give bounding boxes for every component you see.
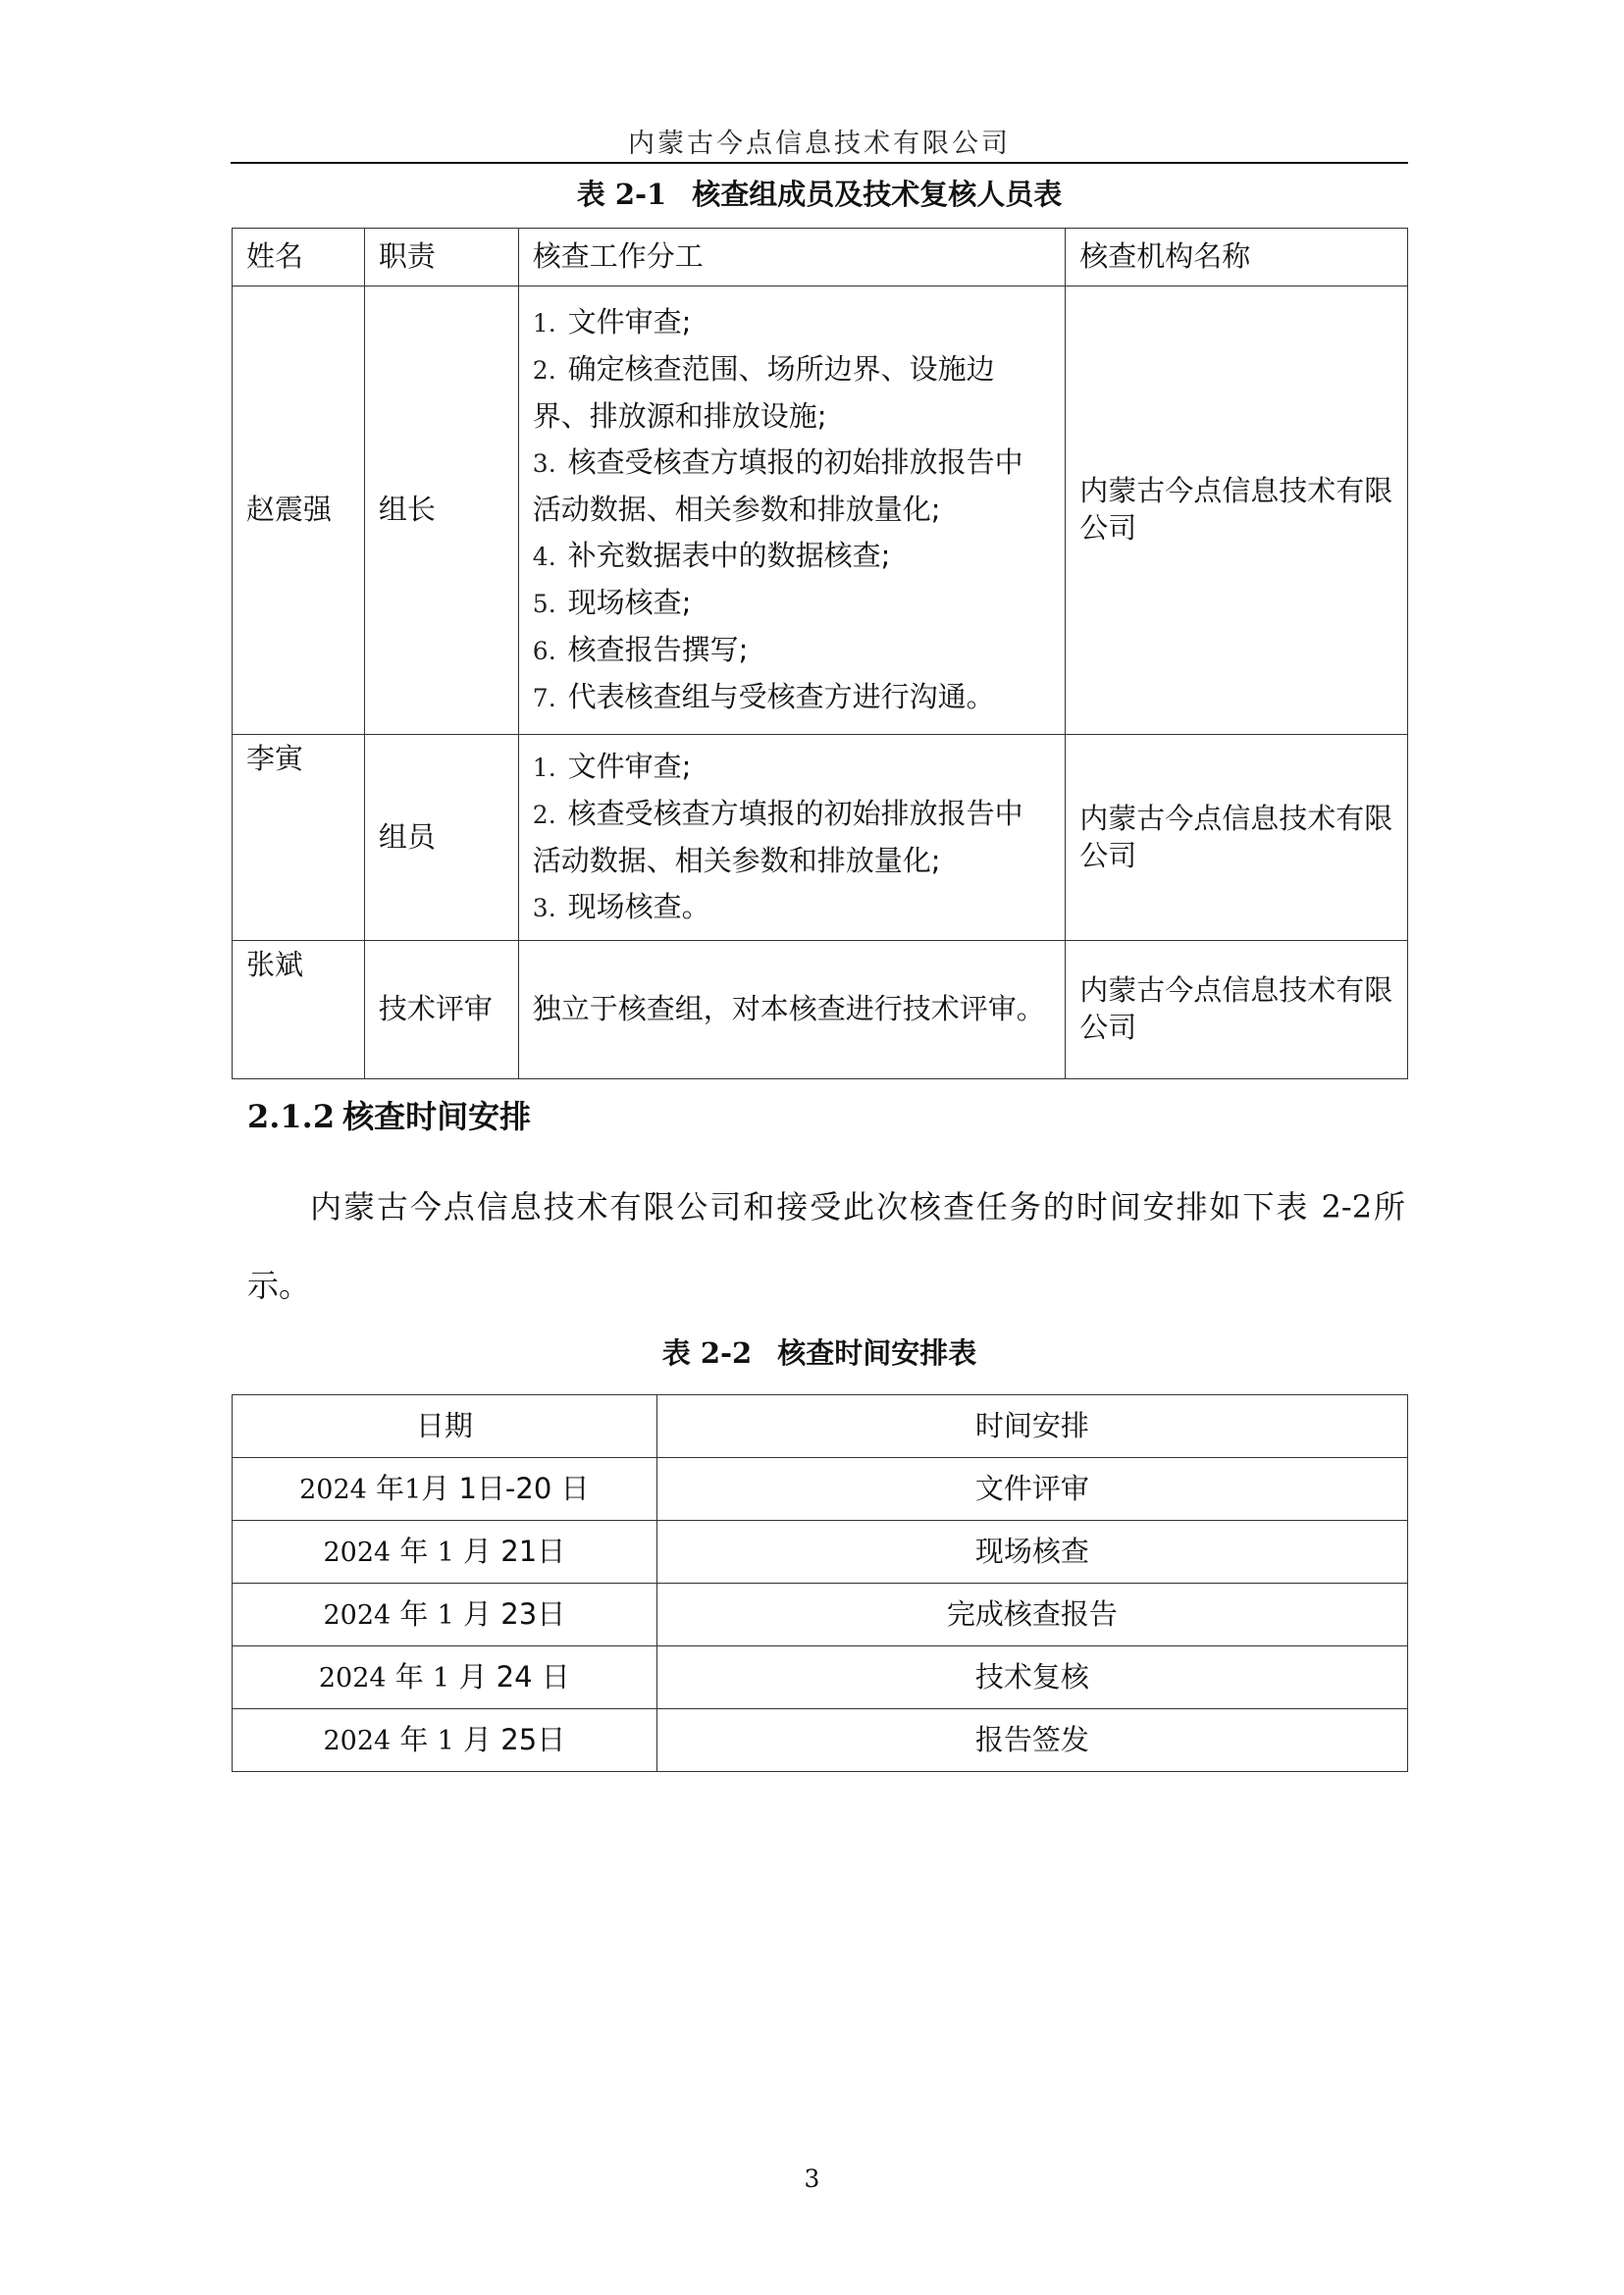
table2-caption-number: 表 2-2 <box>661 1336 753 1370</box>
team-table <box>232 228 1408 1079</box>
table-header-row <box>233 1395 1408 1458</box>
task-item: 2. 确定核查范围、场所边界、设施边界、排放源和排放设施; <box>532 352 995 433</box>
page-header: 内蒙古今点信息技术有限公司 <box>628 129 1011 159</box>
table1-caption-number: 表 2-1 <box>576 178 667 211</box>
task-item: 7. 代表核查组与受核查方进行沟通。 <box>532 680 995 713</box>
task-item: 1. 文件审查; <box>532 305 692 339</box>
schedule-date: 2024 年1月 1日-20 日 <box>233 1458 657 1521</box>
schedule-task: 现场核查 <box>656 1521 1407 1584</box>
table-reference: 2-2 <box>1321 1188 1373 1226</box>
header-cell: 姓名 <box>233 229 365 287</box>
table-header-row <box>233 229 1408 287</box>
section-heading <box>247 1092 531 1137</box>
section-title: 核查时间安排 <box>342 1098 532 1135</box>
task-item: 3. 现场核查。 <box>532 890 710 923</box>
table-row <box>233 1709 1408 1772</box>
table-row <box>233 941 1408 1079</box>
member-org: 内蒙古今点信息技术有限公司 <box>1066 287 1408 735</box>
header-rule <box>231 162 1408 164</box>
schedule-table <box>232 1394 1408 1772</box>
table-row <box>233 1584 1408 1646</box>
member-tasks: 独立于核查组，对本核查进行技术评审。 <box>518 941 1065 1079</box>
schedule-task: 技术复核 <box>656 1646 1407 1709</box>
member-name: 赵震强 <box>233 287 365 735</box>
schedule-task: 文件评审 <box>656 1458 1407 1521</box>
header-cell: 时间安排 <box>656 1395 1407 1458</box>
table-row <box>233 735 1408 941</box>
task-item: 1. 文件审查; <box>532 750 692 783</box>
header-cell: 日期 <box>233 1395 657 1458</box>
member-name: 李寅 <box>233 735 365 941</box>
table2-caption-title: 核查时间安排表 <box>777 1336 977 1370</box>
member-role: 组长 <box>364 287 518 735</box>
schedule-date: 2024 年 1 月 23日 <box>233 1584 657 1646</box>
schedule-date: 2024 年 1 月 25日 <box>233 1709 657 1772</box>
member-org: 内蒙古今点信息技术有限公司 <box>1066 735 1408 941</box>
table2-caption <box>231 1331 1408 1372</box>
table-row <box>233 287 1408 735</box>
header-cell: 职责 <box>364 229 518 287</box>
table1-caption <box>231 173 1408 213</box>
member-tasks <box>518 287 1065 735</box>
page-number: 3 <box>804 2165 820 2193</box>
schedule-task: 报告签发 <box>656 1709 1407 1772</box>
header-cell: 核查工作分工 <box>518 229 1065 287</box>
member-org: 内蒙古今点信息技术有限公司 <box>1066 941 1408 1079</box>
member-role: 组员 <box>364 735 518 941</box>
member-tasks <box>518 735 1065 941</box>
section-number: 2.1.2 <box>247 1098 336 1135</box>
header-cell: 核查机构名称 <box>1066 229 1408 287</box>
schedule-date: 2024 年 1 月 24 日 <box>233 1646 657 1709</box>
table-row <box>233 1646 1408 1709</box>
body-paragraph: 内蒙古今点信息技术有限公司和接受此次核查任务的时间安排如下表 2-2所示。 <box>247 1188 1405 1304</box>
table-row <box>233 1458 1408 1521</box>
schedule-date: 2024 年 1 月 21日 <box>233 1521 657 1584</box>
table1-caption-title: 核查组成员及技术复核人员表 <box>692 178 1063 211</box>
schedule-task: 完成核查报告 <box>656 1584 1407 1646</box>
task-item: 2. 核查受核查方填报的初始排放报告中活动数据、相关参数和排放量化; <box>532 797 1023 877</box>
task-item: 4. 补充数据表中的数据核查; <box>532 539 891 572</box>
member-name: 张斌 <box>233 941 365 1079</box>
task-item: 3. 核查受核查方填报的初始排放报告中活动数据、相关参数和排放量化; <box>532 445 1023 526</box>
table-row <box>233 1521 1408 1584</box>
task-item: 5. 现场核查; <box>532 586 692 619</box>
member-role: 技术评审 <box>364 941 518 1079</box>
task-item: 6. 核查报告撰写; <box>532 633 749 666</box>
